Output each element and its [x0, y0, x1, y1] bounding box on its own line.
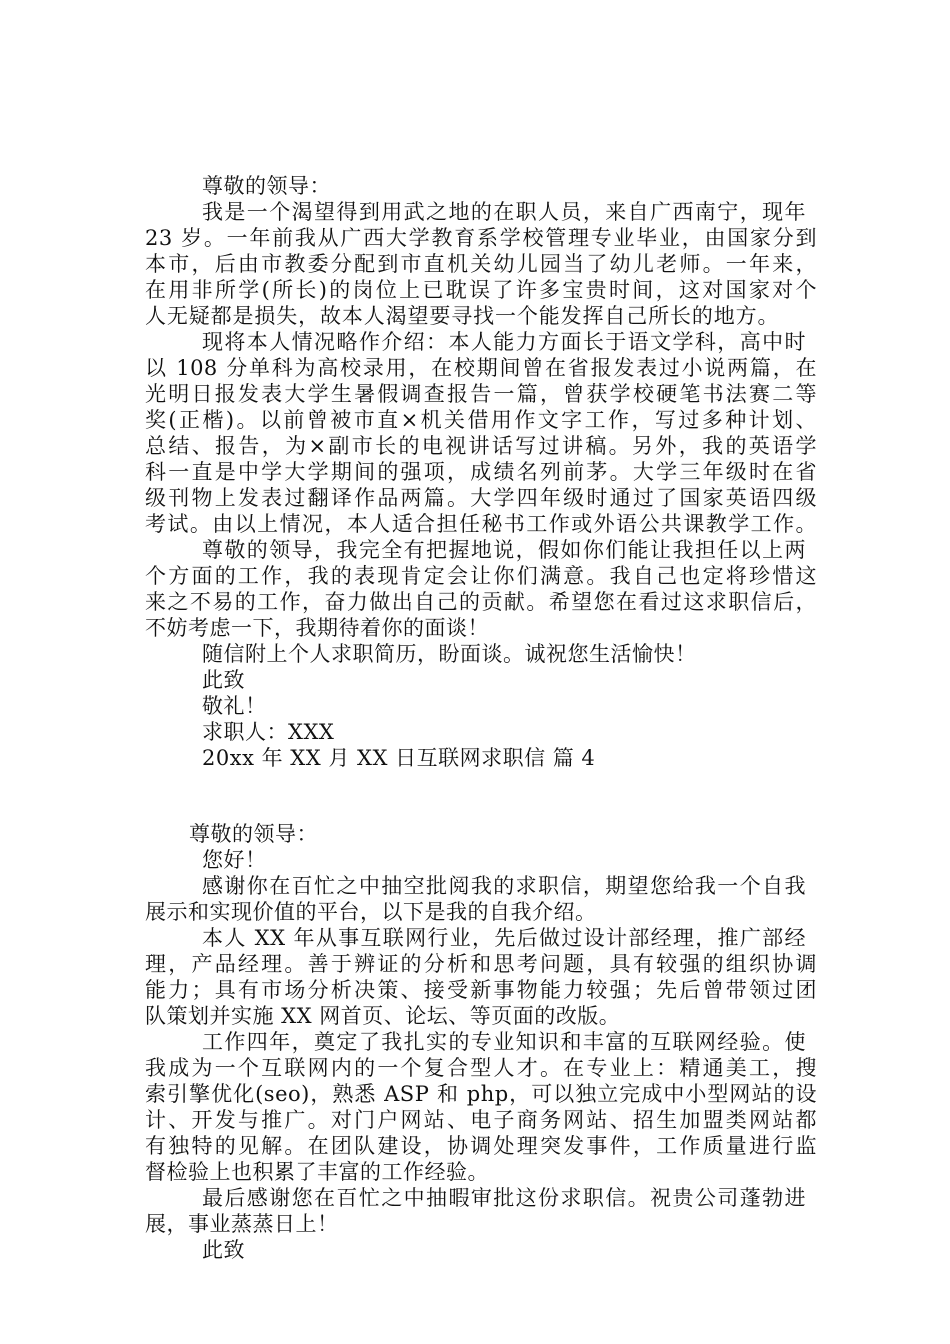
letter4-p2-line1: 本人 XX 年从事互联网行业，先后做过设计部经理，推广部经: [202, 926, 806, 950]
letter3-p3-line1: 尊敬的领导，我完全有把握地说，假如你们能让我担任以上两: [202, 538, 806, 562]
letter3-salutation: 尊敬的领导：: [202, 174, 331, 198]
letter3-p1-line3: 本市，后由市教委分配到市直机关幼儿园当了幼儿老师。一年来，: [145, 252, 817, 276]
letter3-p3-line3: 来之不易的工作，奋力做出自己的贡献。希望您在看过这求职信后，: [145, 590, 817, 614]
letter3-p2-line1: 现将本人情况略作介绍：本人能力方面长于语文学科，高中时: [202, 330, 806, 354]
letter3-p3-line2: 个方面的工作，我的表现肯定会让你们满意。我自己也定将珍惜这: [145, 564, 817, 588]
letter4-p1-line1: 感谢你在百忙之中抽空批阅我的求职信，期望您给我一个自我: [202, 874, 806, 898]
letter4-p3-line4: 计、开发与推广。对门户网站、电子商务网站、招生加盟类网站都: [145, 1108, 817, 1132]
letter4-p4-line1: 最后感谢您在百忙之中抽暇审批这份求职信。祝贵公司蓬勃进: [202, 1186, 806, 1210]
letter4-p3-line5: 有独特的见解。在团队建设，协调处理突发事件，工作质量进行监: [145, 1134, 817, 1158]
letter3-p1-line5: 人无疑都是损失，故本人渴望要寻找一个能发挥自己所长的地方。: [145, 304, 779, 328]
letter4-p1-line2: 展示和实现价值的平台，以下是我的自我介绍。: [145, 900, 597, 924]
letter4-p3-line3: 索引擎优化(seo)，熟悉 ASP 和 php，可以独立完成中小型网站的设: [145, 1082, 817, 1106]
letter3-p2-line5: 总结、报告，为×副市长的电视讲话写过讲稿。另外，我的英语学: [145, 434, 817, 458]
letter4-p3-line1: 工作四年，奠定了我扎实的专业知识和丰富的互联网经验。使: [202, 1030, 806, 1054]
letter3-p2-line4: 奖(正楷)。以前曾被市直×机关借用作文字工作，写过多种计划、: [145, 408, 817, 432]
letter3-date-and-section-title: 20xx 年 XX 月 XX 日互联网求职信 篇 4: [202, 746, 596, 770]
letter3-attachment-note: 随信附上个人求职简历，盼面谈。诚祝您生活愉快！: [202, 642, 697, 666]
letter4-p3-line6: 督检验上也积累了丰富的工作经验。: [145, 1160, 489, 1184]
letter3-p2-line8: 考试。由以上情况，本人适合担任秘书工作或外语公共课教学工作。: [145, 512, 817, 536]
letter3-p2-line7: 级刊物上发表过翻译作品两篇。大学四年级时通过了国家英语四级: [145, 486, 817, 510]
letter3-closing-2: 敬礼！: [202, 694, 267, 718]
letter3-p2-line6: 科一直是中学大学期间的强项，成绩名列前茅。大学三年级时在省: [145, 460, 817, 484]
letter3-closing-1: 此致: [202, 668, 245, 692]
letter4-p2-line2: 理，产品经理。善于辨证的分析和思考问题，具有较强的组织协调: [145, 952, 817, 976]
letter4-closing-1: 此致: [202, 1238, 245, 1262]
letter3-signer: 求职人：XXX: [202, 720, 335, 744]
letter4-greeting: 您好！: [202, 848, 267, 872]
letter3-p1-line1: 我是一个渴望得到用武之地的在职人员，来自广西南宁，现年: [202, 200, 806, 224]
letter4-p4-line2: 展，事业蒸蒸日上！: [145, 1212, 339, 1236]
letter4-p2-line3: 能力；具有市场分析决策、接受新事物能力较强；先后曾带领过团: [145, 978, 817, 1002]
letter3-p2-line2: 以 108 分单科为高校录用，在校期间曾在省报发表过小说两篇，在: [145, 356, 817, 380]
letter4-p3-line2: 我成为一个互联网内的一个复合型人才。在专业上：精通美工，搜: [145, 1056, 817, 1080]
letter4-salutation: 尊敬的领导：: [189, 822, 318, 846]
letter3-p2-line3: 光明日报发表大学生暑假调查报告一篇，曾获学校硬笔书法赛二等: [145, 382, 817, 406]
letter3-p1-line4: 在用非所学(所长)的岗位上已耽误了许多宝贵时间，这对国家对个: [145, 278, 817, 302]
letter3-p1-line2: 23 岁。一年前我从广西大学教育系学校管理专业毕业，由国家分到: [145, 226, 817, 250]
letter3-p3-line4: 不妨考虑一下，我期待着你的面谈！: [145, 616, 489, 640]
letter4-p2-line4: 队策划并实施 XX 网首页、论坛、等页面的改版。: [145, 1004, 621, 1028]
